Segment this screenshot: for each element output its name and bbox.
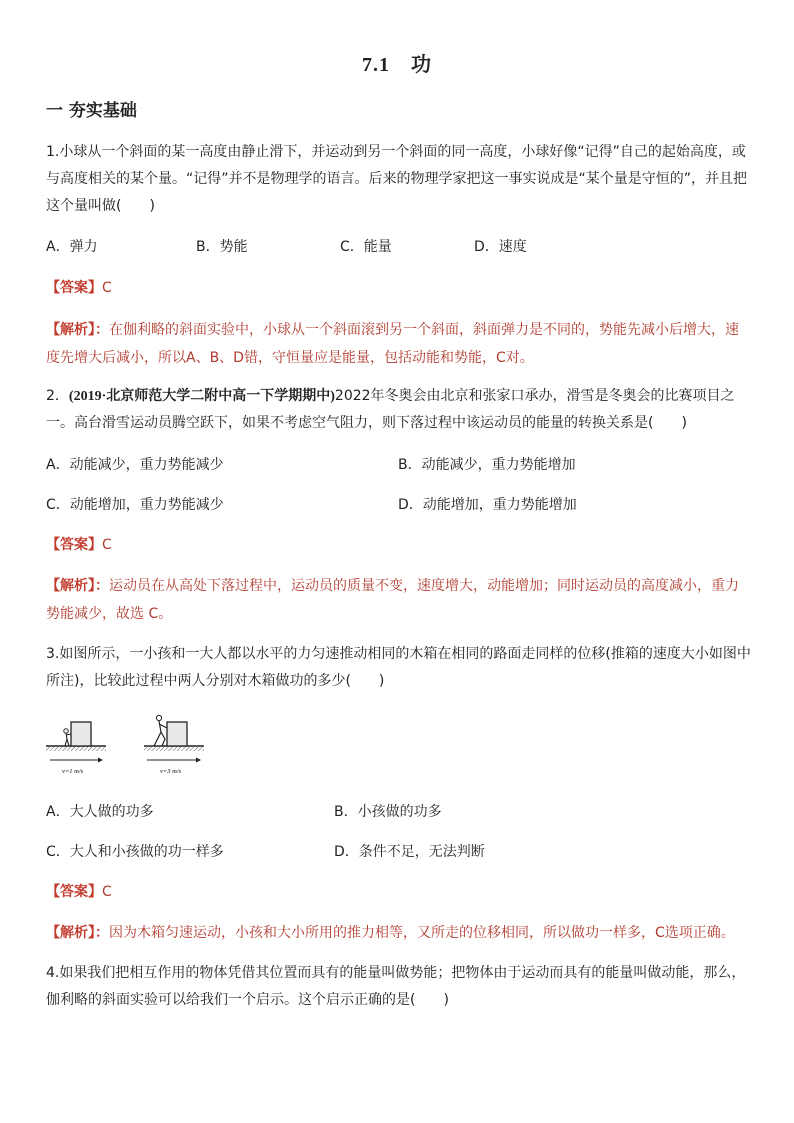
explanation-text: 因为木箱匀速运动，小孩和大小所用的推力相等，又所走的位移相同，所以做功一样多，C选项正确。 <box>109 925 735 941</box>
q2-option-c: C．动能增加，重力势能减少 <box>46 497 224 513</box>
question-1-stem: 1.小球从一个斜面的某一高度由静止滑下，并运动到另一个斜面的同一高度，小球好像“记得”自己的起始高度，或与高度相关的某个量。“记得”并不是物理学的语言。后来的物理学家把这一事实说成是“某个量是守恒的”，并且把这个量叫做( ) <box>46 144 748 214</box>
section-heading: 一 夯实基础 <box>46 101 137 121</box>
q3-option-d: D．条件不足，无法判断 <box>334 844 485 860</box>
q2-stem-text: 2022年冬奥会由北京和张家口承办，滑雪是冬奥会的比赛项目之一。高台滑雪运动员腾空跃下，如果不考虑空气阻力，则下落过程中该运动员的能量的转换关系是( ) <box>46 388 735 431</box>
explanation-text: 运动员在从高处下落过程中，运动员的质量不变，速度增大，动能增加；同时运动员的高度减小，重力势能减少，故选 C。 <box>46 578 739 622</box>
answer-value: C <box>102 280 112 296</box>
answer-label: 【答案】 <box>46 537 102 553</box>
adult-speed-label: v=3 m/s <box>160 768 182 775</box>
answer-label: 【答案】 <box>46 280 102 296</box>
q2-option-d: D．动能增加，重力势能增加 <box>398 497 577 513</box>
q1-answer <box>46 278 112 298</box>
child-scene <box>46 722 106 775</box>
question-3-stem: 3.如图所示，一小孩和一大人都以水平的力匀速推动相同的木箱在相同的路面走同样的位移(推箱的速度大小如图中所注)，比较此过程中两人分别对木箱做功的多少( ) <box>46 646 751 689</box>
question-4-stem: 4.如果我们把相互作用的物体凭借其位置而具有的能量叫做势能；把物体由于运动而具有的能量叫做动能，那么，伽利略的斜面实验可以给我们一个启示。这个启示正确的是( ) <box>46 965 746 1008</box>
q2-number: 2． <box>46 388 69 404</box>
q2-explanation <box>46 572 752 628</box>
push-box-figure <box>46 712 206 778</box>
q1-option-d: D．速度 <box>474 239 527 255</box>
explanation-label: 【解析】： <box>46 322 109 338</box>
q3-explanation <box>46 919 752 947</box>
q2-option-a: A．动能减少，重力势能减少 <box>46 457 224 473</box>
q1-option-b: B．势能 <box>196 239 248 255</box>
explanation-label: 【解析】： <box>46 578 109 594</box>
answer-value: C <box>102 884 112 900</box>
q1-explanation <box>46 316 752 372</box>
q1-option-c: C．能量 <box>340 239 392 255</box>
q3-answer <box>46 882 112 902</box>
explanation-text: 在伽利略的斜面实验中，小球从一个斜面滚到另一个斜面，斜面弹力是不同的，势能先减小后增大，速度先增大后减小，所以A、B、D错，守恒量应是能量，包括动能和势能，C对。 <box>46 322 739 366</box>
q2-answer <box>46 535 112 555</box>
q2-option-b: B．动能减少，重力势能增加 <box>398 457 576 473</box>
answer-value: C <box>102 537 112 553</box>
explanation-label: 【解析】： <box>46 925 109 941</box>
q3-option-a: A．大人做的功多 <box>46 804 154 820</box>
page-title: 7.1 功 <box>362 54 432 76</box>
answer-label: 【答案】 <box>46 884 102 900</box>
q2-source: (2019·北京师范大学二附中高一下学期期中) <box>68 389 335 404</box>
q3-option-c: C．大人和小孩做的功一样多 <box>46 844 224 860</box>
child-speed-label: v=1 m/s <box>62 768 84 775</box>
adult-scene <box>144 715 204 775</box>
question-2-stem <box>46 383 752 437</box>
q1-option-a: A．弹力 <box>46 239 98 255</box>
q3-option-b: B．小孩做的功多 <box>334 804 442 820</box>
